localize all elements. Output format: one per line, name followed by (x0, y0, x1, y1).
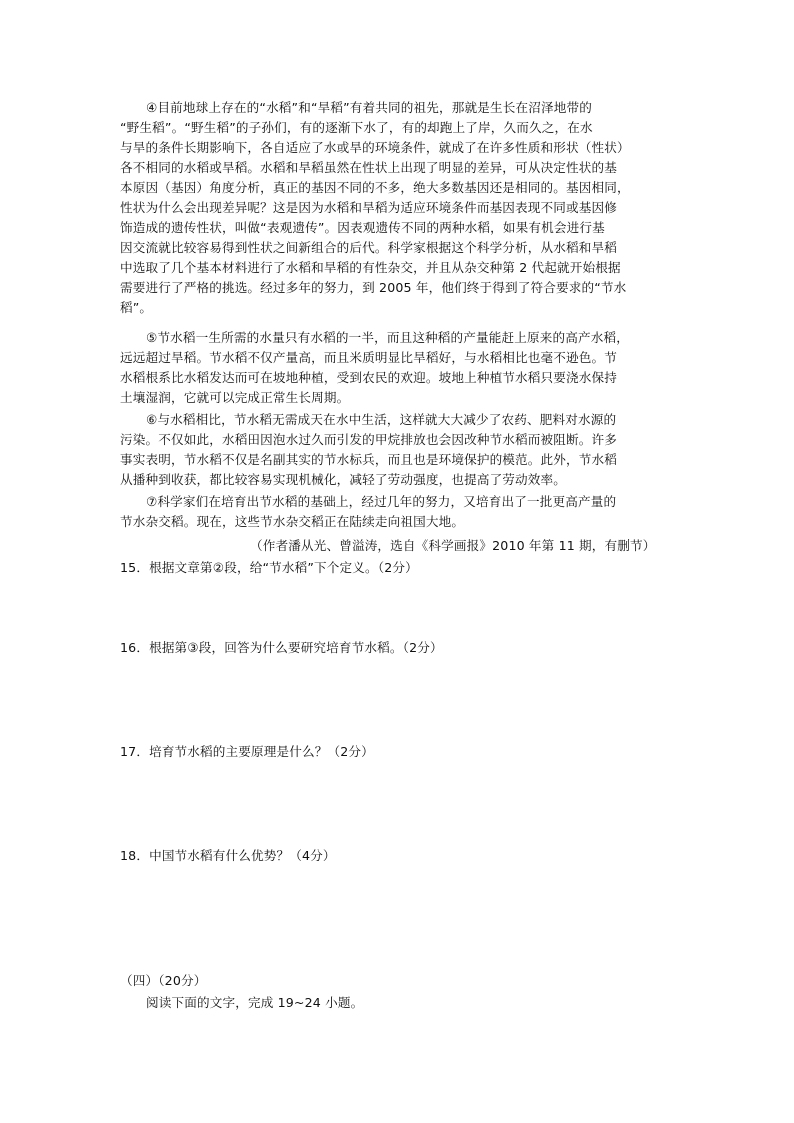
paragraph-4-line: ④目前地球上存在的“水稻”和“旱稻”有着共同的祖先，那就是生长在沼泽地带的 (146, 100, 592, 115)
paragraph-6-line: ⑥与水稻相比，节水稻无需成天在水中生活，这样就大大减少了农药、肥料对水源的 (146, 412, 617, 427)
paragraph-6-line: 污染。不仅如此，水稻田因泡水过久而引发的甲烷排放也会因改种节水稻而被阻断。许多 (120, 432, 618, 447)
question-16: 16．根据第③段，回答为什么要研究培育节水稻。（2分） (120, 640, 443, 655)
paragraph-5-line: ⑤节水稻一生所需的水量只有水稻的一半，而且这种稻的产量能赶上原来的高产水稻， (146, 330, 629, 345)
paragraph-7-line: ⑦科学家们在培育出节水稻的基础上，经过几年的努力，又培育出了一批更高产量的 (146, 494, 617, 509)
section-4-title: （四）（20分） (120, 973, 207, 988)
paragraph-4-line: 本原因（基因）角度分析，真正的基因不同的不多，绝大多数基因还是相同的。基因相同， (120, 180, 630, 195)
paragraph-4-line: 因交流就比较容易得到性状之间新组合的后代。科学家根据这个科学分析，从水稻和旱稻 (120, 240, 618, 255)
section-4-instruction: 阅读下面的文字，完成 19~24 小题。 (146, 995, 364, 1010)
question-17: 17．培育节水稻的主要原理是什么？（2分） (120, 744, 374, 759)
paragraph-4-line: 与旱的条件长期影响下，各自适应了水或旱的环境条件，就成了在许多性质和形状（性状） (120, 140, 630, 155)
paragraph-4-line: 需要进行了严格的挑选。经过多年的努力，到 2005 年，他们终于得到了符合要求的“节水 (120, 280, 627, 295)
paragraph-6-line: 从播种到收获，都比较容易实现机械化，减轻了劳动强度，也提高了劳动效率。 (120, 472, 567, 487)
paragraph-4-line: “野生稻”。“野生稻”的子孙们，有的逐渐下水了，有的却跑上了岸，久而久之，在水 (120, 120, 593, 135)
question-15: 15．根据文章第②段，给“节水稻”下个定义。（2分） (120, 560, 418, 575)
paragraph-4-line: 饰造成的遗传性状，叫做“表观遗传”。因表观遗传不同的两种水稻，如果有机会进行基 (120, 220, 605, 235)
paragraph-5-line: 水稻根系比水稻发达而可在坡地种植，受到农民的欢迎。坡地上种植节水稻只要浇水保持 (120, 370, 618, 385)
paragraph-6-line: 事实表明，节水稻不仅是名副其实的节水标兵，而且也是环境保护的模范。此外，节水稻 (120, 452, 618, 467)
paragraph-4-line: 各不相同的水稻或旱稻。水稻和旱稻虽然在性状上出现了明显的差异，可从决定性状的基 (120, 160, 618, 175)
source-citation: （作者潘从光、曾溢涛，选自《科学画报》2010 年第 11 期，有删节） (250, 538, 656, 553)
paragraph-4-line: 性状为什么会出现差异呢？这是因为水稻和旱稻为适应环境条件而基因表现不同或基因修 (120, 200, 618, 215)
paragraph-5-line: 土壤湿润，它就可以完成正常生长周期。 (120, 390, 350, 405)
paragraph-4-line: 稻”。 (120, 300, 153, 315)
paragraph-5-line: 远远超过旱稻。节水稻不仅产量高，而且米质明显比旱稻好，与水稻相比也毫不逊色。节 (120, 350, 618, 365)
paragraph-7-line: 节水杂交稻。现在，这些节水杂交稻正在陆续走向祖国大地。 (120, 514, 465, 529)
question-18: 18．中国节水稻有什么优势？（4分） (120, 848, 336, 863)
paragraph-4-line: 中选取了几个基本材料进行了水稻和旱稻的有性杂交，并且从杂交种第 2 代起就开始根据 (120, 260, 621, 275)
